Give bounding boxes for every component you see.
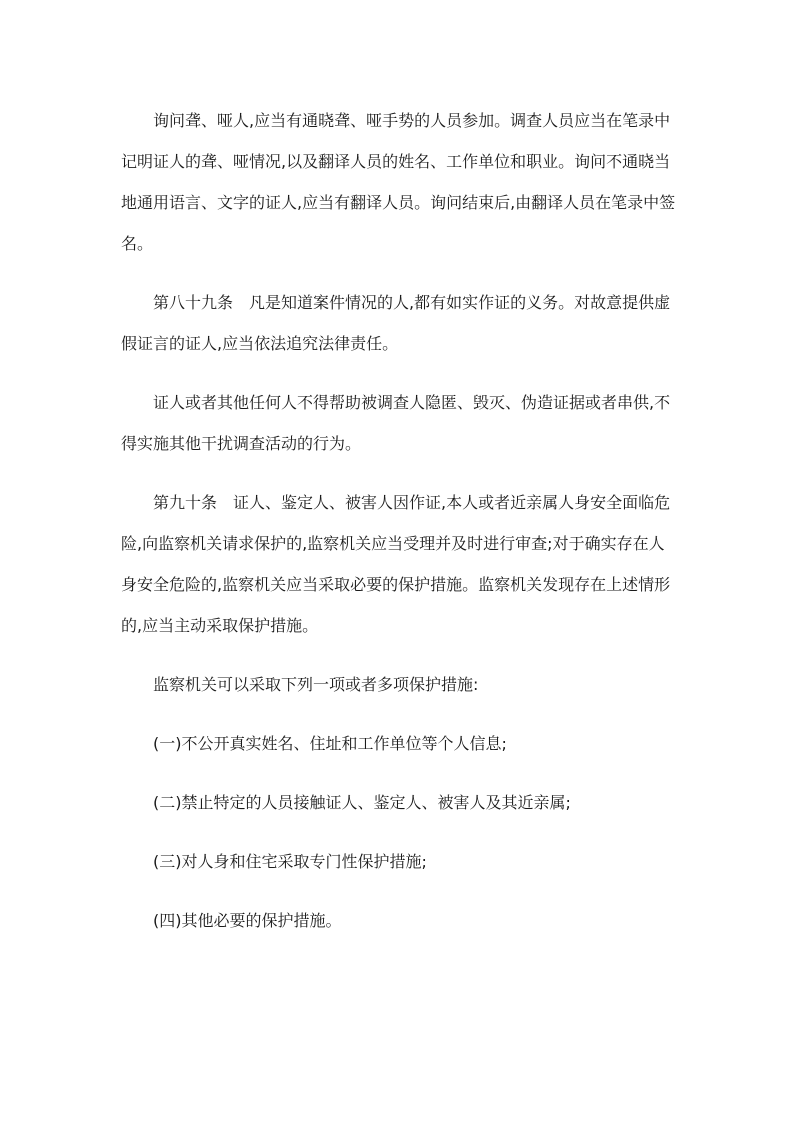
paragraph-text: 询问聋、哑人,应当有通晓聋、哑手势的人员参加。调查人员应当在笔录中记明证人的聋、哑情况,以及翻译人员的姓名、工作单位和职业。询问不通晓当地通用语言、文字的证人,应当有翻译人员。询问结束后,由翻译人员在笔录中签名。 xyxy=(121,111,676,253)
paragraph-text: 证人或者其他任何人不得帮助被调查人隐匿、毁灭、伪造证据或者串供,不得实施其他干扰调查活动的行为。 xyxy=(121,393,671,453)
paragraph-text: 凡是知道案件情况的人,都有如实作证的义务。对故意提供虚假证言的证人,应当依法追究法律责任。 xyxy=(121,293,671,353)
document-body xyxy=(121,100,679,959)
list-item-text: (一)不公开真实姓名、住址和工作单位等个人信息; xyxy=(153,734,507,753)
list-item-measure-3 xyxy=(121,841,679,882)
article-number: 第八十九条 xyxy=(153,293,234,312)
article-number: 第九十条 xyxy=(153,493,218,512)
paragraph-interpreter-requirement xyxy=(121,100,679,264)
list-item-measure-1 xyxy=(121,723,679,764)
list-item-measure-2 xyxy=(121,782,679,823)
paragraph-no-interference xyxy=(121,382,679,464)
list-item-text: (二)禁止特定的人员接触证人、鉴定人、被害人及其近亲属; xyxy=(153,793,571,812)
paragraph-text: 监察机关可以采取下列一项或者多项保护措施: xyxy=(153,675,479,694)
list-item-text: (三)对人身和住宅采取专门性保护措施; xyxy=(153,852,427,871)
paragraph-measures-intro xyxy=(121,664,679,705)
list-item-measure-4 xyxy=(121,900,679,941)
list-item-text: (四)其他必要的保护措施。 xyxy=(153,911,342,930)
paragraph-article-89 xyxy=(121,282,679,364)
paragraph-article-90 xyxy=(121,482,679,646)
paragraph-text: 证人、鉴定人、被害人因作证,本人或者近亲属人身安全面临危险,向监察机关请求保护的,监察机关应当受理并及时进行审查;对于确实存在人身安全危险的,监察机关应当采取必要的保护措施。监察机关发现存在上述情形的,应当主动采取保护措施。 xyxy=(121,493,671,635)
